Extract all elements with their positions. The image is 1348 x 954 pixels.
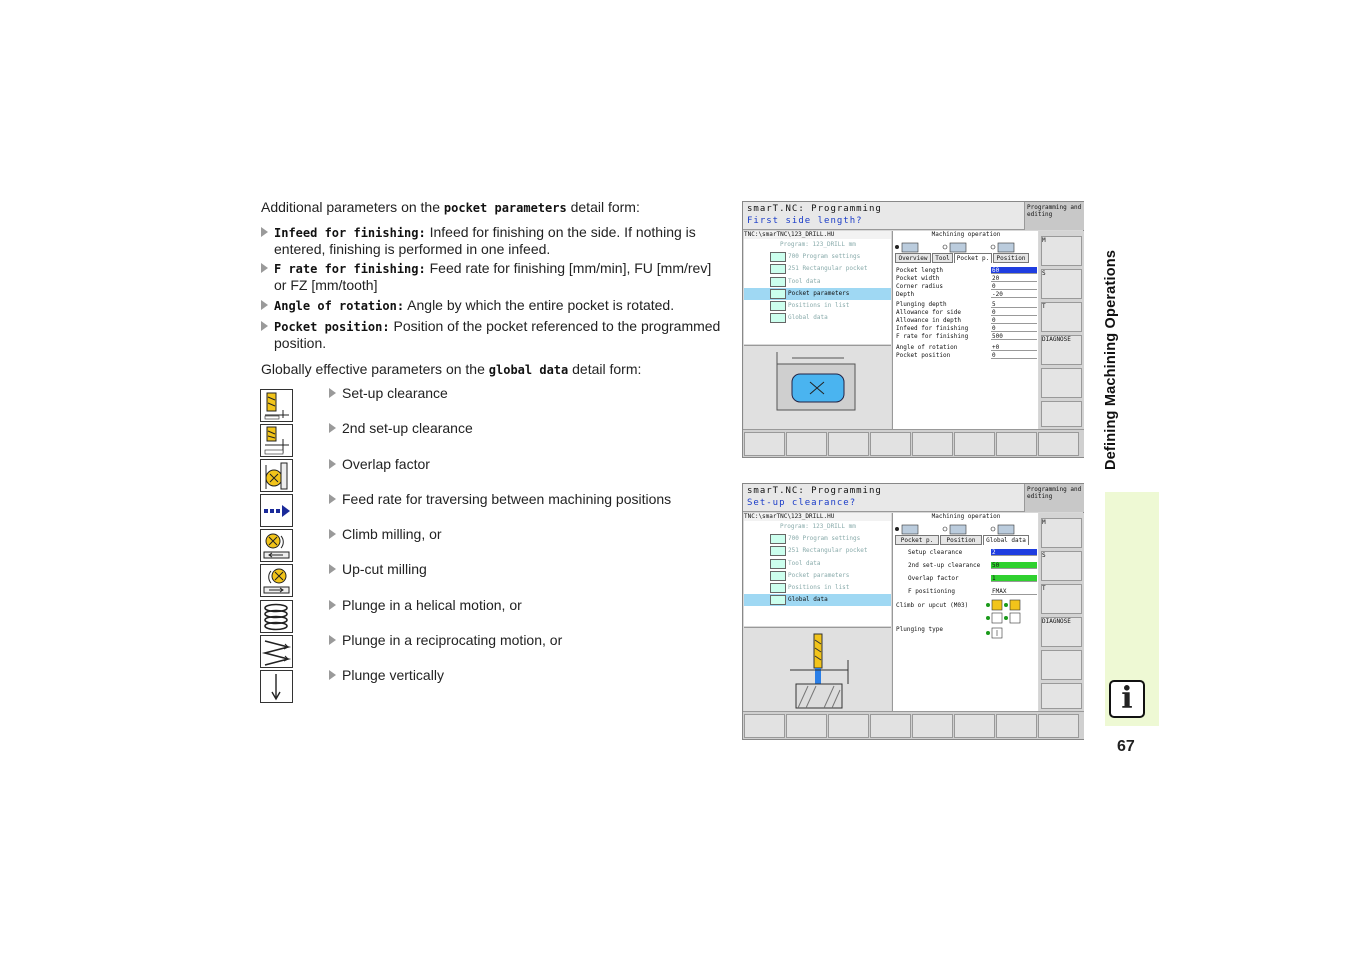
tool-data-icon bbox=[770, 277, 786, 287]
bullet-code: Angle of rotation: bbox=[274, 299, 405, 313]
operation-radios bbox=[893, 238, 1039, 250]
icon-label: 2nd set-up clearance bbox=[342, 420, 473, 436]
machining-operation-title: Machining operation bbox=[931, 513, 1001, 520]
global-data-icon bbox=[770, 595, 786, 605]
machining-operation-title: Machining operation bbox=[931, 231, 1001, 238]
positions-icon bbox=[770, 583, 786, 593]
bullet-code: Infeed for finishing: bbox=[274, 226, 426, 240]
screen-header bbox=[743, 484, 1024, 512]
tree-item[interactable] bbox=[744, 570, 891, 582]
bullet-arrow-icon bbox=[261, 300, 268, 310]
field-overlap-factor[interactable] bbox=[896, 575, 1037, 583]
field-plunging-depth[interactable] bbox=[896, 301, 1037, 309]
helical-plunge-icon bbox=[260, 600, 293, 633]
tree-item-label: Pocket parameters bbox=[788, 290, 850, 297]
icon-item-setup-clearance bbox=[329, 385, 448, 401]
bullet-arrow-icon bbox=[329, 459, 336, 469]
field-label: Depth bbox=[896, 291, 915, 298]
bullet-arrow-icon bbox=[329, 529, 336, 539]
bullet-code: Pocket position: bbox=[274, 320, 390, 334]
bullet-arrow-icon bbox=[329, 423, 336, 433]
softkey-label: S bbox=[1042, 552, 1046, 559]
detail-form bbox=[892, 513, 1038, 711]
tree-item-label: Pocket parameters bbox=[788, 572, 850, 579]
softkey-empty[interactable] bbox=[1041, 368, 1082, 398]
tool-data-icon bbox=[770, 559, 786, 569]
field-value[interactable]: +0 bbox=[991, 344, 1037, 351]
bullet-text: Feed rate for finishing [mm/min], FU [mm/rev] or FZ [mm/tooth] bbox=[274, 260, 712, 293]
tree-item-label: Program: 123_DRILL mm bbox=[780, 523, 856, 530]
bullet-infeed-finishing bbox=[261, 224, 721, 257]
field-value[interactable]: 0 bbox=[991, 325, 1037, 332]
icon-item-helical-plunge bbox=[329, 597, 522, 613]
global-code: global data bbox=[488, 363, 569, 377]
option-radio-icons bbox=[985, 599, 1037, 643]
intro-prefix: Additional parameters on the bbox=[261, 199, 444, 215]
detail-form bbox=[892, 231, 1038, 429]
softkey-empty[interactable] bbox=[1041, 683, 1082, 709]
page-number: 67 bbox=[1117, 738, 1135, 755]
global-suffix: detail form: bbox=[568, 361, 642, 377]
screen-title: smarT.NC: Programming bbox=[747, 204, 882, 214]
rectangular-pocket-icon bbox=[770, 264, 786, 274]
field-pocket-width[interactable] bbox=[896, 275, 1037, 283]
bullet-text: Infeed for finishing on the side. If nothing is entered, finishing is performed in one infeed. bbox=[274, 224, 696, 257]
icon-label: Plunge in a reciprocating motion, or bbox=[342, 632, 563, 648]
screen-title: smarT.NC: Programming bbox=[747, 486, 882, 496]
screen-prompt: First side length? bbox=[747, 216, 863, 226]
softkey-bottom[interactable] bbox=[786, 714, 827, 738]
field-label: 2nd set-up clearance bbox=[908, 562, 981, 569]
field-value[interactable]: FMAX bbox=[991, 588, 1037, 595]
program-settings-icon bbox=[770, 252, 786, 262]
icon-label: Up-cut milling bbox=[342, 561, 427, 577]
global-data-icon bbox=[770, 313, 786, 323]
softkey-label: T bbox=[1042, 585, 1046, 592]
second-setup-clearance-icon bbox=[260, 424, 293, 457]
tab-pocket-parameters[interactable]: Pocket p. bbox=[954, 253, 992, 263]
softkey-bottom[interactable] bbox=[744, 432, 785, 456]
field-label: Corner radius bbox=[896, 283, 943, 290]
tree-item-label: 700 Program settings bbox=[788, 535, 861, 542]
field-value[interactable]: 20 bbox=[991, 275, 1037, 282]
bullet-text: Angle by which the entire pocket is rotated. bbox=[404, 297, 675, 313]
bullet-text: Position of the pocket referenced to the programmed position. bbox=[274, 318, 721, 351]
screen-prompt: Set-up clearance? bbox=[747, 498, 857, 508]
global-paragraph bbox=[261, 361, 641, 378]
softkey-label: DIAGNOSE bbox=[1042, 618, 1071, 625]
softkey-bottom[interactable] bbox=[912, 432, 953, 456]
tab-position[interactable]: Position bbox=[940, 535, 982, 545]
reciprocating-plunge-icon bbox=[260, 635, 293, 668]
field-value[interactable]: 0 bbox=[991, 317, 1037, 324]
icon-label: Set-up clearance bbox=[342, 385, 448, 401]
tree-item[interactable] bbox=[744, 558, 891, 570]
bullet-arrow-icon bbox=[261, 321, 268, 331]
field-label: Plunging type bbox=[896, 626, 943, 633]
global-prefix: Globally effective parameters on the bbox=[261, 361, 489, 377]
softkey-bottom[interactable] bbox=[828, 432, 869, 456]
tree-item[interactable] bbox=[744, 312, 891, 324]
bullet-arrow-icon bbox=[329, 670, 336, 680]
field-value[interactable]: 1 bbox=[991, 575, 1037, 582]
softkey-bottom[interactable] bbox=[1038, 432, 1079, 456]
tree-item-selected[interactable] bbox=[744, 288, 891, 300]
tab-overview[interactable]: Overview bbox=[895, 253, 931, 263]
softkey-column bbox=[1039, 513, 1084, 711]
pocket-parameters-icon bbox=[770, 289, 786, 299]
field-label: F rate for finishing bbox=[896, 333, 969, 340]
program-tree bbox=[744, 521, 891, 626]
intro-suffix: detail form: bbox=[566, 199, 640, 215]
bullet-arrow-icon bbox=[329, 564, 336, 574]
field-value[interactable]: 500 bbox=[991, 333, 1037, 340]
field-label: Setup clearance bbox=[908, 549, 963, 556]
bullet-pocket-position bbox=[261, 318, 721, 351]
bullet-arrow-icon bbox=[261, 227, 268, 237]
softkey-m[interactable] bbox=[1041, 518, 1082, 548]
field-allowance-depth[interactable] bbox=[896, 317, 1037, 325]
field-label: F positioning bbox=[908, 588, 955, 595]
tree-item[interactable] bbox=[744, 545, 891, 557]
tree-item-label: Tool data bbox=[788, 560, 821, 567]
field-pocket-position[interactable] bbox=[896, 352, 1037, 360]
tree-item[interactable] bbox=[744, 521, 891, 533]
field-value[interactable]: 2 bbox=[991, 549, 1037, 556]
icon-item-feed-traverse bbox=[329, 491, 671, 507]
tree-item-label: 251 Rectangular pocket bbox=[788, 547, 868, 554]
climb-milling-icon bbox=[260, 529, 293, 562]
tree-item[interactable] bbox=[744, 251, 891, 263]
softkey-bottom[interactable] bbox=[954, 432, 995, 456]
tree-item-label: Global data bbox=[788, 596, 828, 603]
softkey-bottom[interactable] bbox=[828, 714, 869, 738]
bullet-arrow-icon bbox=[329, 600, 336, 610]
field-pocket-length[interactable] bbox=[896, 267, 1037, 275]
field-second-setup-clearance[interactable] bbox=[896, 562, 1037, 570]
tree-item[interactable] bbox=[744, 533, 891, 545]
softkey-bottom[interactable] bbox=[996, 714, 1037, 738]
softkey-bottom[interactable] bbox=[1038, 714, 1079, 738]
softkey-bottom[interactable] bbox=[954, 714, 995, 738]
field-value[interactable]: -20 bbox=[991, 291, 1037, 298]
screen-header bbox=[743, 202, 1024, 230]
icon-label: Plunge vertically bbox=[342, 667, 444, 683]
field-infeed-finishing[interactable] bbox=[896, 325, 1037, 333]
field-allowance-side[interactable] bbox=[896, 309, 1037, 317]
bottom-softkeys bbox=[743, 429, 1084, 457]
intro-paragraph bbox=[261, 199, 640, 216]
icon-item-climb-milling bbox=[329, 526, 442, 542]
softkey-diagnose[interactable] bbox=[1041, 617, 1082, 647]
field-label: Allowance in depth bbox=[896, 317, 962, 324]
softkey-bottom[interactable] bbox=[870, 714, 911, 738]
icon-item-up-cut-milling bbox=[329, 561, 427, 577]
icon-label: Climb milling, or bbox=[342, 526, 442, 542]
program-path: TNC:\smarTNC\123_DRILL.HU bbox=[744, 513, 891, 521]
tree-item-label: 251 Rectangular pocket bbox=[788, 265, 868, 272]
softkey-m[interactable] bbox=[1041, 236, 1082, 266]
tab-global-data[interactable]: Global data bbox=[983, 535, 1029, 545]
field-label: Climb or upcut (M03) bbox=[896, 602, 969, 609]
icon-label: Plunge in a helical motion, or bbox=[342, 597, 522, 613]
bullet-arrow-icon bbox=[329, 388, 336, 398]
field-label: Angle of rotation bbox=[896, 344, 958, 351]
tab-pocket-parameters[interactable]: Pocket p. bbox=[895, 535, 939, 545]
screenshot-global-data bbox=[742, 483, 1084, 740]
pocket-parameters-icon bbox=[770, 571, 786, 581]
feed-traverse-icon bbox=[260, 494, 293, 527]
tree-item[interactable] bbox=[744, 276, 891, 288]
softkey-bottom[interactable] bbox=[996, 432, 1037, 456]
program-settings-icon bbox=[770, 534, 786, 544]
chapter-title: Defining Machining Operations bbox=[1103, 249, 1119, 470]
softkey-bottom[interactable] bbox=[870, 432, 911, 456]
bullet-f-rate-finishing bbox=[261, 260, 721, 293]
tree-item[interactable] bbox=[744, 582, 891, 594]
field-label: Pocket width bbox=[896, 275, 940, 282]
field-corner-radius[interactable] bbox=[896, 283, 1037, 291]
softkey-label: DIAGNOSE bbox=[1042, 336, 1071, 343]
field-setup-clearance[interactable] bbox=[896, 549, 1037, 557]
overlap-factor-icon bbox=[260, 459, 293, 492]
field-value[interactable]: 50 bbox=[991, 562, 1037, 569]
field-label: Overlap factor bbox=[908, 575, 959, 582]
field-value[interactable]: 0 bbox=[991, 309, 1037, 316]
icon-label: Overlap factor bbox=[342, 456, 430, 472]
icon-item-overlap-factor bbox=[329, 456, 430, 472]
softkey-column bbox=[1039, 231, 1084, 429]
program-path: TNC:\smarTNC\123_DRILL.HU bbox=[744, 231, 891, 239]
mode-indicator: Programming and editing bbox=[1024, 202, 1084, 230]
pocket-graphic bbox=[744, 345, 891, 429]
field-f-rate-finishing[interactable] bbox=[896, 333, 1037, 341]
bullet-arrow-icon bbox=[329, 494, 336, 504]
program-tree bbox=[744, 239, 891, 344]
bullet-code: F rate for finishing: bbox=[274, 262, 426, 276]
operation-radios bbox=[893, 520, 1039, 532]
mode-indicator: Programming and editing bbox=[1024, 484, 1084, 512]
softkey-bottom[interactable] bbox=[786, 432, 827, 456]
softkey-label: M bbox=[1042, 237, 1046, 244]
icon-item-reciprocating-plunge bbox=[329, 632, 562, 648]
tab-tool[interactable]: Tool bbox=[932, 253, 953, 263]
positions-icon bbox=[770, 301, 786, 311]
softkey-diagnose[interactable] bbox=[1041, 335, 1082, 365]
softkey-s[interactable] bbox=[1041, 269, 1082, 299]
tree-item-label: Program: 123_DRILL mm bbox=[780, 241, 856, 248]
icon-item-second-setup-clearance bbox=[329, 420, 473, 436]
softkey-t[interactable] bbox=[1041, 302, 1082, 332]
clearance-graphic bbox=[744, 627, 891, 711]
field-label: Allowance for side bbox=[896, 309, 962, 316]
softkey-t[interactable] bbox=[1041, 584, 1082, 614]
softkey-bottom[interactable] bbox=[912, 714, 953, 738]
tree-item[interactable] bbox=[744, 239, 891, 251]
screenshot-pocket-parameters bbox=[742, 201, 1084, 458]
up-cut-milling-icon bbox=[260, 564, 293, 597]
tree-item-label: Global data bbox=[788, 314, 828, 321]
field-angle-rotation[interactable] bbox=[896, 344, 1037, 352]
field-value[interactable]: 5 bbox=[991, 301, 1037, 308]
softkey-label: M bbox=[1042, 519, 1046, 526]
bullet-arrow-icon bbox=[261, 263, 268, 273]
field-f-positioning[interactable] bbox=[896, 588, 1037, 596]
softkey-label: T bbox=[1042, 303, 1046, 310]
softkey-empty[interactable] bbox=[1041, 401, 1082, 427]
icon-item-vertical-plunge bbox=[329, 667, 444, 683]
softkey-label: S bbox=[1042, 270, 1046, 277]
field-value[interactable]: 60 bbox=[991, 267, 1037, 274]
tree-item-label: Tool data bbox=[788, 278, 821, 285]
field-value[interactable]: 0 bbox=[991, 283, 1037, 290]
tree-item-label: 700 Program settings bbox=[788, 253, 861, 260]
field-label: Infeed for finishing bbox=[896, 325, 969, 332]
tree-item-selected[interactable] bbox=[744, 594, 891, 606]
info-icon: i bbox=[1109, 680, 1145, 718]
tree-item[interactable] bbox=[744, 263, 891, 275]
field-value[interactable]: 0 bbox=[991, 352, 1037, 359]
field-depth[interactable] bbox=[896, 291, 1037, 299]
bottom-softkeys bbox=[743, 711, 1084, 739]
softkey-bottom[interactable] bbox=[744, 714, 785, 738]
softkey-empty[interactable] bbox=[1041, 650, 1082, 680]
intro-code: pocket parameters bbox=[443, 201, 567, 215]
tree-item-label: Positions in list bbox=[788, 584, 850, 591]
tree-item-label: Positions in list bbox=[788, 302, 850, 309]
field-label: Pocket length bbox=[896, 267, 943, 274]
field-label: Pocket position bbox=[896, 352, 951, 359]
tab-position[interactable]: Position bbox=[993, 253, 1029, 263]
vertical-plunge-icon bbox=[260, 670, 293, 703]
softkey-s[interactable] bbox=[1041, 551, 1082, 581]
icon-label: Feed rate for traversing between machining positions bbox=[342, 491, 672, 507]
tree-item[interactable] bbox=[744, 300, 891, 312]
bullet-angle-rotation bbox=[261, 297, 721, 314]
setup-clearance-icon bbox=[260, 389, 293, 422]
bullet-arrow-icon bbox=[329, 635, 336, 645]
field-label: Plunging depth bbox=[896, 301, 947, 308]
rectangular-pocket-icon bbox=[770, 546, 786, 556]
